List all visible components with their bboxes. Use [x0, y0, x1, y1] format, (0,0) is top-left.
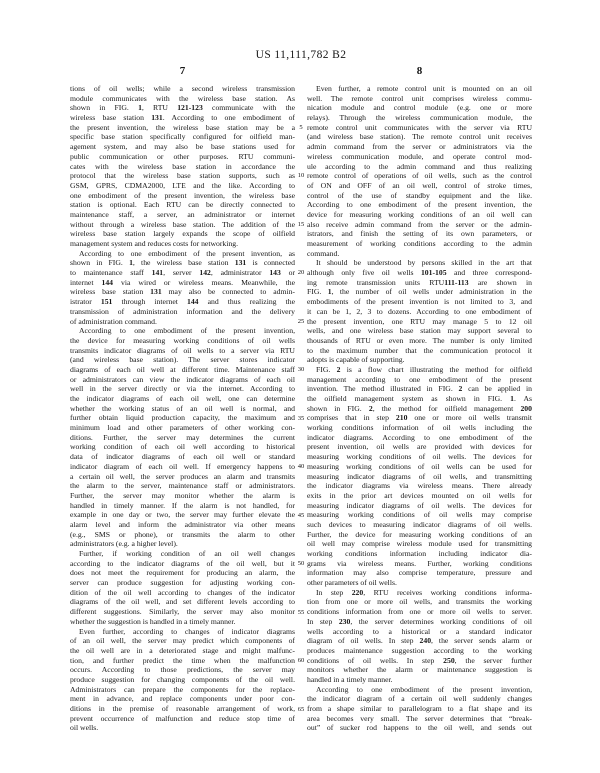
line-number: 35	[297, 414, 305, 422]
text-line: embodiments of the present invention is not limited to 3, and	[307, 297, 532, 307]
text-line: wireless base station largely expands the scope of oilfield	[70, 229, 295, 239]
text-line: (and wireless base station). The remote control unit receives	[307, 132, 532, 142]
text-line: measuring working conditions of oil wells can be used for	[307, 461, 532, 471]
text-line: station is optional. Each RTU can be directly connected to	[70, 200, 295, 210]
text-line: wireless base station 131 may also be connected to admin-	[70, 287, 295, 297]
line-number: 25	[297, 317, 305, 325]
text-line: diagram of oil wells. In step 240, the server sends alarm or	[307, 636, 532, 646]
text-line: indicator diagram of each oil well. If emergency happens to	[70, 461, 295, 471]
text-line: according to the indicator diagrams of the oil well, but it	[70, 558, 295, 568]
text-line: it can be 1, 2, 3 to dozens. According to one embodiment of	[307, 306, 532, 316]
text-line: invention. The method illustrated in FIG. 2 can be applied in	[307, 384, 532, 394]
text-line: out” of sucker rod happens to the oil well, and sends out	[307, 723, 532, 733]
text-line: example in one day or two, the server may further elevate the	[70, 510, 295, 520]
text-line: the oilfield management system as shown in FIG. 1. As	[307, 394, 532, 403]
text-line: the device for measuring working conditions of oil wells	[70, 335, 295, 345]
text-line: data of indicator diagrams of each oil well or standard	[70, 452, 295, 462]
left-column-page-number: 7	[179, 65, 186, 77]
text-line: public communication or other purposes. RTU communi-	[70, 151, 295, 161]
text-line: measuring indicator diagrams of oil wells. The devices for	[307, 500, 532, 510]
text-line: ment in advance, and replace components under poor con-	[70, 694, 295, 704]
text-line: the indicator diagrams of each oil well, one can determine	[70, 394, 295, 403]
text-line: monitors whether the alarm or maintenance suggestion is	[307, 665, 532, 675]
text-line: to maintenance staff 141, server 142, administrator 143 or	[70, 268, 296, 278]
text-line: a certain oil well, the server produces an alarm and transmits	[70, 471, 295, 481]
text-line: istrators, and finish the setting of its own parameters, or	[307, 229, 532, 239]
text-line: the indicator diagrams via wireless means. There already	[307, 481, 532, 491]
text-line: area becomes very small. The server determines that “break-	[307, 713, 532, 723]
text-line: ditions. Further, the server may determines the current	[70, 432, 295, 442]
text-line: wells, and one wireless base station may support several to	[307, 326, 532, 336]
text-line: diagrams of each oil well at different time. Maintenance staff	[70, 364, 295, 374]
text-line: In step 230, the server determines working conditions of oil	[307, 616, 532, 626]
text-line: tion from one or more oil wells, and transmits the working	[307, 597, 532, 607]
text-line: control of the use of standby equipment and the like.	[307, 190, 532, 200]
text-line: remote control of operations of oil wells, such as the control	[307, 171, 532, 181]
text-line: management system and reduces costs for networking.	[70, 239, 239, 248]
text-line: measurement of working conditions according to the admin	[307, 239, 532, 248]
text-line: prevent occurrence of malfunction and reduce stop time of	[70, 713, 295, 723]
gutter-block	[295, 472, 307, 521]
line-number: 5	[299, 123, 303, 131]
text-line: transmits indicator diagrams of oil wells to a server via RTU	[70, 345, 295, 355]
text-line: According to one embodiment of the present invention, as	[79, 248, 295, 258]
text-line: whether the suggestion is handled in a timely manner.	[70, 616, 236, 626]
gutter-block	[295, 278, 307, 327]
line-number: 40	[297, 463, 305, 471]
text-line: of administration command.	[70, 316, 157, 326]
text-line: measuring working conditions of oil wells. The devices for	[307, 452, 532, 462]
patent-text-body	[70, 84, 532, 733]
text-line: Administrators can prepare the components for the replace-	[70, 684, 295, 694]
text-line: device for measuring working conditions of an oil well can	[307, 209, 532, 219]
text-line: exits in the prior art devices mounted on oil wells for	[307, 490, 532, 500]
text-line: the present invention, the wireless base station may be a	[70, 122, 295, 132]
text-line: well. The remote control unit comprises wireless commu-	[307, 93, 532, 103]
text-line: istrator 151 through internet 144 and thus realizing the	[70, 297, 295, 307]
text-line: present invention, oil wells are provided with devices for	[307, 442, 532, 452]
text-line: measuring working conditions of oil wells may comprise	[307, 510, 532, 520]
text-line: information may also comprise temperature, pressure and	[307, 568, 532, 578]
text-line: transmission of administration information and the delivery	[70, 306, 295, 316]
line-number: 10	[297, 172, 305, 180]
text-line: admin command from the server or administrators via the	[307, 142, 532, 152]
text-line: oil wells.	[70, 723, 99, 733]
text-line: shown in FIG. 2, the method for oilfield management 200	[307, 403, 532, 413]
text-line: adopts is capable of supporting.	[307, 355, 405, 365]
text-line: In step 220, RTU receives working conditions informa-	[316, 587, 533, 597]
text-line: the oil well are in a deteriorated stage and might malfunc-	[70, 645, 295, 655]
text-line: dition of the oil well according to changes of the indicator	[70, 587, 295, 597]
text-line: (e.g., SMS or phone), or transmits the alarm to other	[70, 529, 295, 539]
text-line: protocol that the wireless base station supports, such as	[70, 171, 295, 181]
text-line: from a shape similar to parallelogram to a flat shape and its	[307, 704, 532, 713]
text-line: or administrators can view the indicator diagrams of each oil	[70, 374, 295, 384]
text-line: to the maximum number that the communication protocol it	[307, 345, 532, 355]
text-line: oil well may comprise wireless module used for transmitting	[307, 539, 532, 549]
text-line: working conditions information including indicator dia-	[307, 549, 532, 558]
text-line: wireless base station 131. According to one embodiment of	[70, 113, 295, 123]
text-line: shown in FIG. 1, the wireless base station 131 is connected	[70, 258, 295, 268]
text-line: measuring indicator diagrams of oil wells, and transmitting	[307, 471, 532, 481]
text-line: the indicator diagram of a certain oil well suddenly changes	[307, 694, 532, 704]
text-line: It should be understood by persons skilled in the art that	[316, 258, 532, 268]
text-line: thousands of RTU or even more. The number is only limited	[307, 335, 532, 345]
text-line: whether the working status of an oil well is normal, and	[70, 403, 295, 413]
text-line: According to one embodiment of the present invention,	[79, 326, 295, 336]
text-line: working condition of each oil well according to historical	[70, 442, 295, 452]
text-line: relays). Through the wireless communication module, the	[307, 113, 532, 123]
line-number: 55	[297, 608, 305, 616]
text-line: well in the server directly or via the internet. According to	[70, 384, 295, 394]
text-line: module communicates with the wireless base station. As	[70, 93, 295, 103]
gutter-block	[295, 666, 307, 715]
text-line: comprises that in step 210 one or more oil wells transmit	[307, 413, 532, 423]
column-gutter-spacer	[295, 65, 307, 77]
text-line: working conditions information of oil wells including the	[307, 423, 532, 433]
gutter-block	[295, 327, 307, 376]
text-line: produce suggestion for changing components of the oil well.	[70, 674, 295, 684]
text-line: GSM, GPRS, CDMA2000, LTE and the like. According to	[70, 180, 295, 190]
text-line: FIG. 2 is a flow chart illustrating the method for oilfield	[316, 364, 533, 374]
publication-number-header: US 11,111,782 B2	[255, 49, 347, 61]
text-line: agement system, and may also be base stations used for	[70, 142, 295, 152]
text-line: diagrams of the oil well, and set different levels according to	[70, 597, 295, 607]
text-line: remote control unit communicates with the server via RTU	[307, 122, 532, 132]
text-line: different suggestions. Similarly, the server may also monitor	[70, 607, 295, 617]
line-number: 45	[297, 511, 305, 519]
text-line: indicator diagrams. According to one embodiment of the	[307, 432, 532, 442]
text-line: tion, and further predict the time when the malfunction	[70, 655, 295, 665]
line-number: 30	[297, 366, 305, 374]
line-number: 65	[297, 705, 305, 713]
text-line: nication module and control module (e.g. one or more	[307, 103, 532, 113]
text-line: alarm level and inform the administrator via other means	[70, 519, 295, 529]
text-line: of ON and OFF of an oil well, control of stroke times,	[307, 180, 532, 190]
gutter-block	[295, 84, 307, 133]
text-line: ing remote transmission units RTU111-113 are shown in	[307, 277, 532, 287]
line-number: 50	[297, 560, 305, 568]
text-line: management according to one embodiment of the present	[307, 374, 532, 384]
text-line: According to one embodiment of the present invention, the	[307, 200, 532, 210]
text-line: further obtain liquid production capacity, the maximum and	[70, 413, 295, 423]
text-line: (and wireless base station). The server stores indicator	[70, 355, 295, 365]
text-line: also receive admin command from the server or the admin-	[307, 219, 532, 229]
text-line: of an oil well, the server may predict which components of	[70, 636, 295, 646]
text-line: without through a wireless base station. The addition of the	[70, 219, 295, 229]
text-line: Further, the server may monitor whether the alarm is	[70, 490, 295, 500]
text-line: the alarm to the server, maintenance staff or administrators.	[70, 481, 295, 491]
right-text-column	[307, 84, 532, 733]
gutter-block	[295, 181, 307, 230]
text-line: conditions information from one or more oil wells to server.	[307, 607, 532, 617]
text-line: maintenance staff, a server, an administrator or internet	[70, 209, 295, 219]
gutter-block	[295, 230, 307, 279]
text-line: According to one embodiment of the present invention,	[316, 684, 532, 694]
text-line: handled in timely manner. If the alarm is not handled, for	[70, 500, 295, 510]
text-line: Even further, according to changes of indicator diagrams	[79, 626, 295, 636]
gutter-block	[295, 618, 307, 667]
text-line: the present invention, one RTU may manage 5 to 12 oil	[307, 316, 532, 326]
text-line: Further, if working condition of an oil well changes	[79, 549, 295, 558]
text-line: ule according to the admin command and thus realizing	[307, 161, 532, 171]
text-line: shown in FIG. 1, RTU 121-123 communicate with the	[70, 103, 295, 113]
text-line: wireless communication module, and operate control mod-	[307, 151, 532, 161]
text-line: server can produce suggestion for adjusting working con-	[70, 578, 295, 588]
line-number: 20	[297, 269, 305, 277]
text-line: administrators (e.g. a higher level).	[70, 539, 178, 549]
line-number: 60	[297, 657, 305, 665]
text-line: cates with the wireless base station in accordance the	[70, 161, 295, 171]
text-line: produces maintenance suggestion according to the working	[307, 645, 532, 655]
text-line: such devices to measuring indicator diagrams of oil wells.	[307, 519, 532, 529]
text-line: tions of oil wells; while a second wireless transmission	[70, 84, 295, 93]
text-line: handled in a timely manner.	[307, 674, 393, 684]
text-line: conditions of oil wells. In step 250, the server further	[307, 655, 532, 665]
text-line: ditions in the premise of reasonable arrangement of work,	[70, 704, 295, 713]
line-number: 15	[297, 220, 305, 228]
gutter-block	[295, 424, 307, 473]
column-page-numbers	[70, 65, 532, 77]
text-line: although only five oil wells 101-105 and three correspond-	[307, 268, 532, 278]
gutter-block	[295, 375, 307, 424]
right-column-page-number: 8	[416, 65, 423, 77]
gutter-block	[295, 569, 307, 618]
text-line: command.	[307, 248, 340, 258]
text-line: internet 144 via wired or wireless means. Meanwhile, the	[70, 277, 295, 287]
left-text-column	[70, 84, 295, 733]
text-line: specific base station specifically configured for oilfield man-	[70, 132, 295, 142]
text-line: Further, the device for measuring working conditions of an	[307, 529, 532, 539]
gutter-block	[295, 521, 307, 570]
text-line: Even further, a remote control unit is mounted on an oil	[316, 84, 532, 93]
text-line: occurs. According to those predictions, the server may	[70, 665, 295, 675]
text-line: one embodiment of the present invention, the wireless base	[70, 190, 295, 200]
text-line: other parameters of oil wells.	[307, 578, 397, 588]
text-line: wells according to a historical or a standard indicator	[307, 626, 532, 636]
line-number-gutter	[295, 84, 307, 733]
text-line: does not meet the requirement for producing an alarm, the	[70, 568, 295, 578]
text-line: grams via wireless means. Further, working conditions	[307, 558, 532, 568]
text-line: minimum load and other parameters of other working con-	[70, 423, 295, 433]
gutter-block	[295, 133, 307, 182]
text-line: FIG. 1, the number of oil wells under administration in the	[307, 287, 533, 297]
